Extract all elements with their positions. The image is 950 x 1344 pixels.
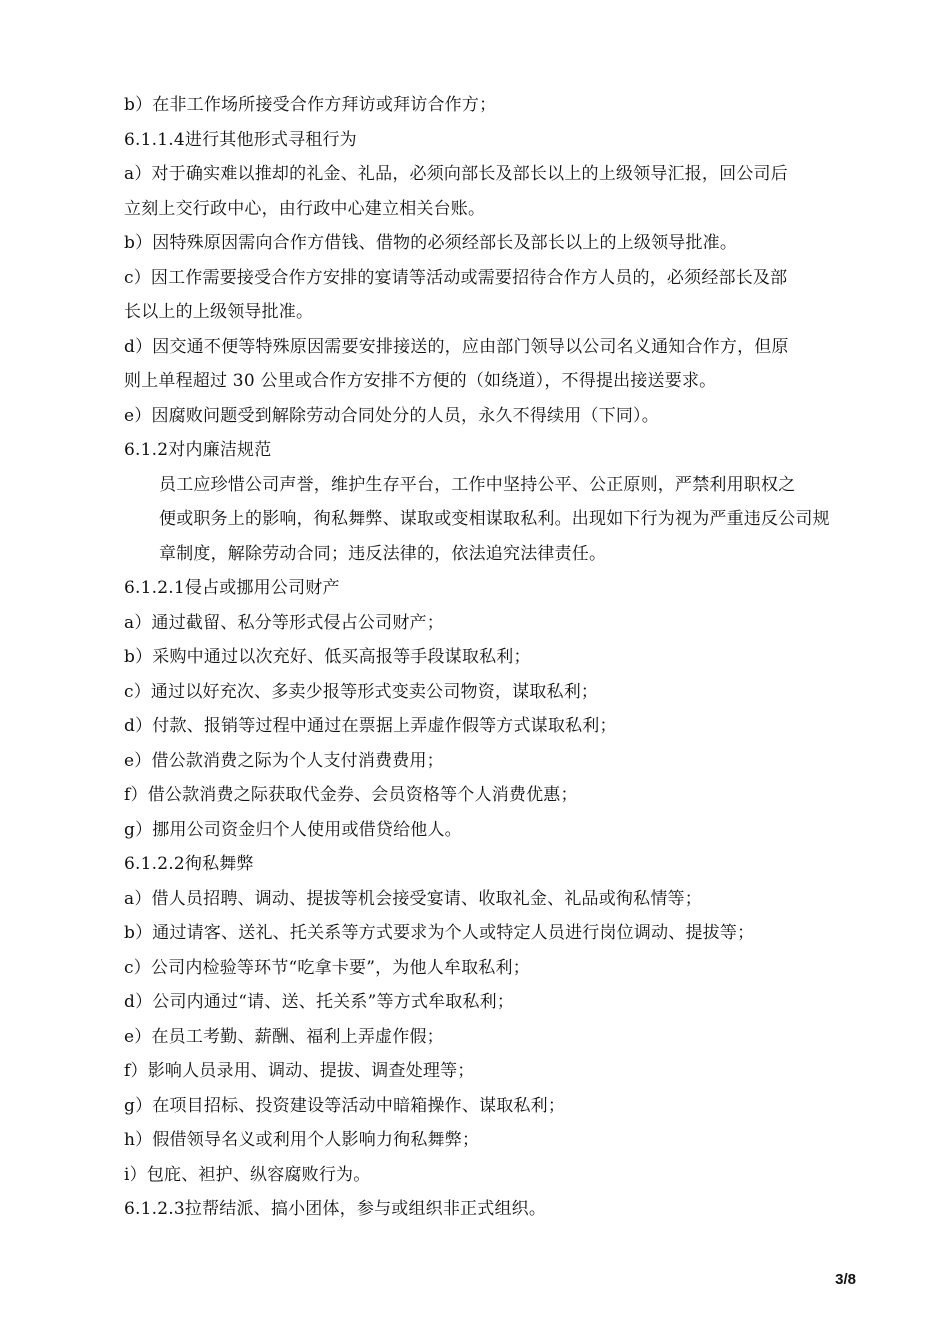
text-line-i-shelter: i）包庇、袒护、纵容腐败行为。 [124, 1164, 371, 1185]
text-line-h-6121: 6.1.2.1侵占或挪用公司财产 [124, 578, 340, 598]
document-body [124, 88, 870, 1227]
paragraph-line: 则上单程超过 30 公里或合作方安排不方便的（如绕道），不得提出接送要求。 [124, 371, 717, 391]
text-line-a-hire: a）借人员招聘、调动、提拔等机会接受宴请、收取礼金、礼品或徇私情等； [124, 888, 702, 909]
paragraph-p-intro [124, 468, 870, 572]
text-line-h-6123: 6.1.2.3拉帮结派、搞小团体，参与或组织非正式组织。 [124, 1199, 547, 1219]
text-line-g-misuse: g）挪用公司资金归个人使用或借贷给他人。 [124, 819, 462, 840]
text-line-d-pay: d）付款、报销等过程中通过在票据上弄虚作假等方式谋取私利； [124, 716, 617, 736]
text-line-b-purchase: b）采购中通过以次充好、低买高报等手段谋取私利； [124, 647, 531, 667]
paragraph-line: a）对于确实难以推却的礼金、礼品，必须向部长及部长以上的上级领导汇报，回公司后 [124, 164, 788, 184]
paragraph-line: 章制度，解除劳动合同；违反法律的，依法追究法律责任。 [159, 543, 607, 564]
paragraph-line: 立刻上交行政中心，由行政中心建立相关台账。 [124, 198, 486, 219]
text-line-a-intercept: a）通过截留、私分等形式侵占公司财产； [124, 612, 444, 633]
paragraph-line: 长以上的上级领导批准。 [124, 302, 314, 322]
text-line-d-inner: d）公司内通过“请、送、托关系”等方式牟取私利； [124, 992, 515, 1012]
text-line-c-sell: c）通过以好充次、多卖少报等形式变卖公司物资，谋取私利； [124, 681, 599, 702]
paragraph-line: d）因交通不便等特殊原因需要安排接送的，应由部门领导以公司名义通知合作方，但原 [124, 336, 789, 357]
text-line-b-visit: b）在非工作场所接受合作方拜访或拜访合作方； [124, 95, 497, 115]
text-line-h-612: 6.1.2对内廉洁规范 [124, 440, 272, 460]
page-number: 3/8 [835, 1271, 856, 1288]
paragraph-line: 便或职务上的影响，徇私舞弊、谋取或变相谋取私利。出现如下行为视为严重违反公司规 [159, 509, 830, 529]
text-line-g-bidding: g）在项目招标、投资建设等活动中暗箱操作、谋取私利； [124, 1095, 566, 1116]
paragraph-line: 员工应珍惜公司声誉，维护生存平台，工作中坚持公平、公正原则，严禁利用职权之 [159, 474, 796, 495]
text-line-f-voucher: f）借公款消费之际获取代金券、会员资格等个人消费优惠； [124, 785, 578, 805]
paragraph-d-transport [124, 330, 870, 399]
text-line-c-inspect: c）公司内检验等环节“吃拿卡要”，为他人牟取私利； [124, 957, 530, 978]
text-line-h-6122: 6.1.2.2徇私舞弊 [124, 854, 254, 874]
text-line-b-request: b）通过请客、送礼、托关系等方式要求为个人或特定人员进行岗位调动、提拔等； [124, 923, 755, 943]
paragraph-line: c）因工作需要接受合作方安排的宴请等活动或需要招待合作方人员的，必须经部长及部 [124, 267, 788, 288]
paragraph-c-banquet [124, 261, 870, 330]
text-line-e-dismiss: e）因腐败问题受到解除劳动合同处分的人员，永久不得续用（下同）。 [124, 405, 659, 426]
text-line-f-influence: f）影响人员录用、调动、提拔、调查处理等； [124, 1061, 475, 1081]
text-line-h-fake: h）假借领导名义或利用个人影响力徇私舞弊； [124, 1130, 480, 1150]
text-line-e-consume: e）借公款消费之际为个人支付消费费用； [124, 750, 444, 771]
text-line-h-6114: 6.1.1.4进行其他形式寻租行为 [124, 129, 357, 150]
paragraph-a-gift [124, 157, 870, 226]
text-line-e-attendance: e）在员工考勤、薪酬、福利上弄虚作假； [124, 1026, 444, 1047]
text-line-b-borrow: b）因特殊原因需向合作方借钱、借物的必须经部长及部长以上的上级领导批准。 [124, 233, 738, 253]
